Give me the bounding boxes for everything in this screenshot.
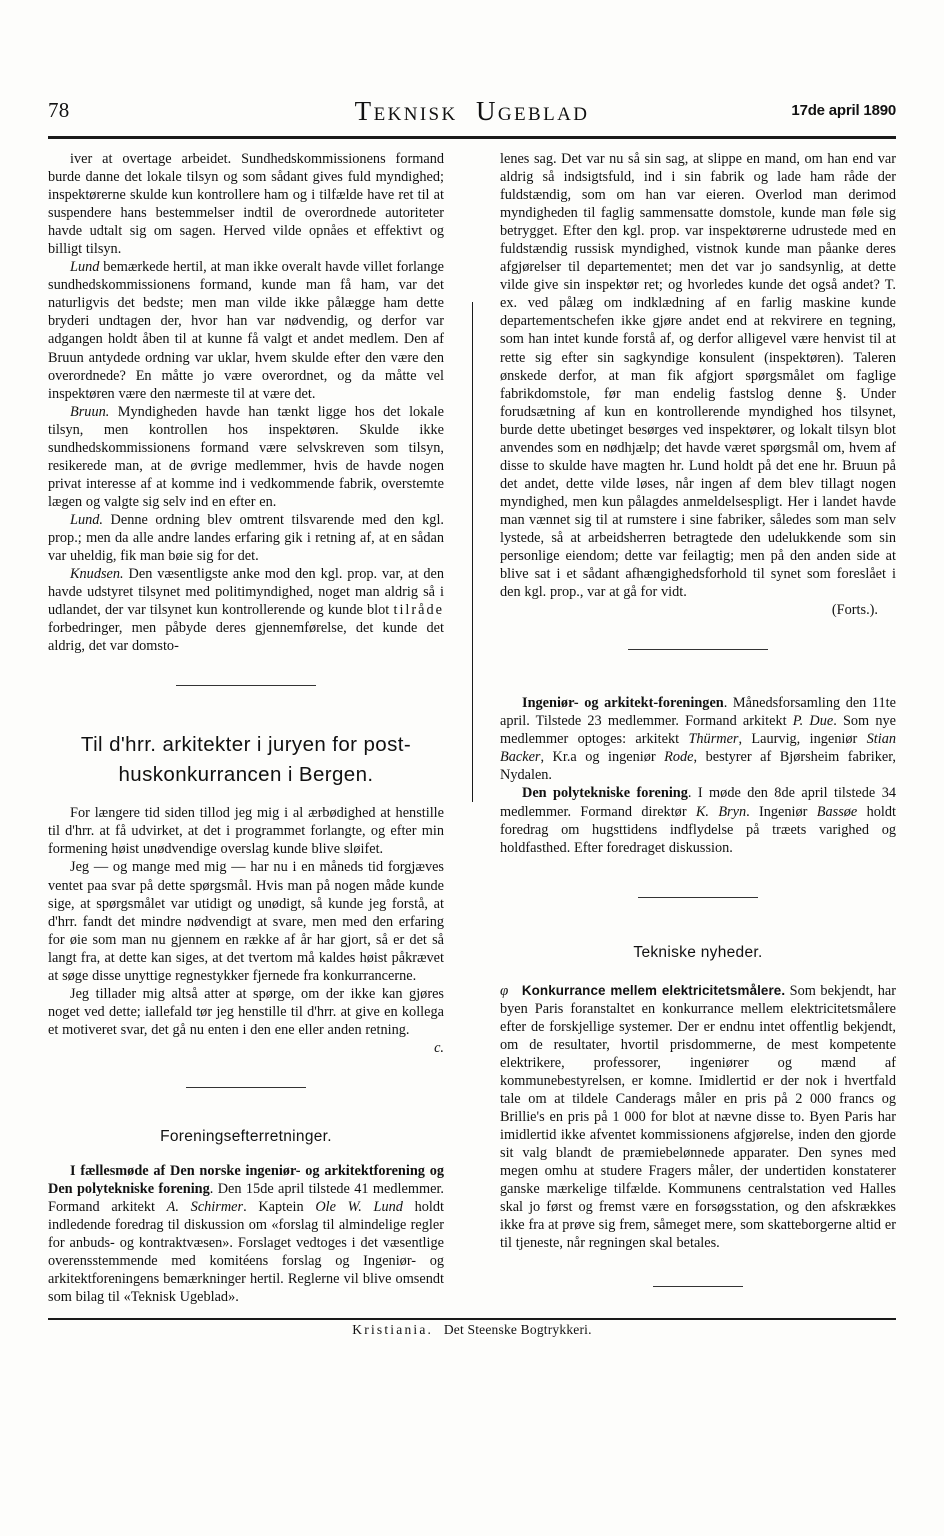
speech-text: bemærkede hertil, at man ikke overalt havde villet forlange sundhedskommissionens formand, kunde man få ham, var det naturligvis det bedste; men man vilde ikke pålægge ham dette bryderi undtagen der, hvor han var nødvendig, og derfor var adgangen holdt åben til at kunne få valgt et andet medlem. Den af Bruun antydede ordning var uklar, hvem skulde efter den være den overordnede? En måtte jo være overordnet, og da måtte vel inspektøren være den nærmeste til at være det. bbox=[48, 259, 444, 402]
association-text: , Kr.a og ingeniør bbox=[540, 749, 665, 766]
section-divider-rule bbox=[638, 897, 758, 898]
phi-marker-icon: φ bbox=[500, 982, 509, 999]
issue-date: 17de april 1890 bbox=[791, 102, 896, 119]
association-lead: Den polytekniske forening bbox=[522, 785, 688, 802]
speaker-punct: . bbox=[105, 403, 110, 420]
journal-title-t: T bbox=[354, 96, 374, 126]
imprint bbox=[48, 1322, 896, 1338]
masthead-rule bbox=[48, 136, 896, 139]
association-person: Thürmer bbox=[688, 731, 739, 748]
association-text: . Kaptein bbox=[243, 1199, 316, 1216]
section-divider-rule bbox=[653, 1286, 743, 1287]
article-paragraph: For længere tid siden tillod jeg mig i al ærbødighed at henstille til d'hrr. at få udvirket, at det i programmet forlangte, og efter min formening høist unødvendige overslag kunde blive sløifet. bbox=[48, 805, 444, 858]
article-title-line1: Til d'hrr. arkitekter i juryen for post- bbox=[80, 733, 412, 757]
section-divider-rule bbox=[176, 685, 316, 686]
journal-title-eknisk: EKNISK bbox=[373, 104, 458, 125]
journal-title-geblad: GEBLAD bbox=[497, 104, 590, 125]
association-entry bbox=[48, 1162, 444, 1306]
speaker-name: Bruun bbox=[70, 403, 106, 420]
association-person: Ole W. Lund bbox=[315, 1199, 403, 1216]
association-text: , Laurvig, ingeniør bbox=[738, 731, 867, 748]
association-lead: Ingeniør- og arkitekt-foreningen bbox=[522, 695, 724, 712]
association-person: Rode bbox=[664, 749, 694, 766]
speaker-punct: . bbox=[120, 566, 124, 583]
association-person: Stian Backer bbox=[500, 731, 896, 766]
article-signature: c. bbox=[434, 1039, 444, 1056]
speech-text: Denne ordning blev omtrent tilsvarende med den kgl. prop.; men da alle andre landes erfaring gik i retning af, at en sådan var uheldig, fik man bøie sig for det. bbox=[48, 511, 444, 565]
imprint-printer: Det Steenske Bogtrykkeri. bbox=[443, 1322, 592, 1337]
association-text: . Månedsforsamling den 11te april. Tilstede 23 medlemmer. Formand arkitekt bbox=[500, 695, 896, 730]
association-person: A. Schirmer bbox=[166, 1199, 244, 1216]
speaker-name: Lund bbox=[70, 259, 100, 276]
section-divider-rule bbox=[186, 1087, 306, 1088]
association-person: P. Due bbox=[792, 713, 834, 730]
journal-title-u: U bbox=[475, 96, 498, 126]
news-item-lead: Konkurrance mellem elektricitetsmålere. bbox=[521, 982, 786, 998]
association-person: Bassøe bbox=[816, 803, 858, 820]
speech-lund-1 bbox=[48, 258, 444, 402]
association-person: K. Bryn bbox=[695, 803, 747, 820]
association-text: holdt indledende foredrag til diskussion om «forslag til almindelige regler for anbuds- og kontraktvæsen». Forslaget vedtoges i det væsentlige overensstemmende med komitéens forslag og Ingeniør- og arkitektforeningens bemærkninger hertil. Reglerne vil blive omsendt som bilag til «Teknisk Ugeblad». bbox=[48, 1199, 444, 1306]
speaker-punct: . bbox=[99, 511, 103, 528]
article-paragraph: Jeg — og mange med mig — har nu i en måneds tid forgjæves ventet paa svar på dette spørgsmål. Hvis man på nogen måde kunde sige, at spørgsmålet var utidigt og unødigt, så kunde jeg forstå, at d'hrr. fandt det mindre nødvendigt at svare, men med den erfaring for øie som man nu gjennem en række af år har gjort, så er det så langt fra, at dette kan siges, at det tvertom må kaldes høist påkrævet at søge disse unyttige regnestykker fjernede fra konkurrancerne. bbox=[48, 859, 444, 984]
speech-text-post: forbedringer, men påbyde deres gjennemførelse, det kunde det aldrig, det var domsto- bbox=[48, 620, 444, 655]
continuation-marker: (Forts.). bbox=[831, 602, 878, 619]
association-text: . Som nye medlemmer optoges: arkitekt bbox=[500, 713, 896, 748]
section-title-associations: Foreningsefterretninger. bbox=[160, 1127, 332, 1145]
association-text: holdt foredrag om hugsttidens indflydelse på træets varighed og holdfasthed. Efter foredraget diskussion. bbox=[500, 803, 896, 856]
journal-title bbox=[48, 96, 896, 127]
speech-text: Myndigheden havde han tænkt ligge hos det lokale tilsyn, men kontrollen hos inspektøren. Skulde ikke sundhedskommissionens formand være selvskreven som tilsyn, resikerede man, at de øvrige medlemmer, hvis de havde nogen privat interesse af at komme ind i vedkommende fabrik, overstemte lægen og valgte sig selv ind en efter en. bbox=[48, 403, 444, 510]
news-item bbox=[500, 982, 896, 1253]
news-item-text: Som bekjendt, har byen Paris foranstaltet en konkurrance mellem elektricitetsmålere efter de forskjellige systemer. Der er endnu intet offentlig bekjendt, om de resultater, hvortil prisdommerne, de mest kompetente elektrikere, professorer, ingeniører og mænd af kommunebestyrelsen, er komne. Imidlertid er der nok i hvertfald tale om at tildele Canderags måler en pris på 2 000 francs og Brillie's en pris på 1 000 for blot at nævne disse to. Byen Paris har imidlertid ikke afventet kommissionens afgjørelse, inden den gjorde sit valg blandt de præmiebelønnede apparater. Den synes med megen omhu at studere Fragers måler, der undertiden konstaterer ganske mærkelige tilfælde. Kommunens centralstation ved Halles skal jo først og fremst være en forsøgsstation, og den afskrækkes ikke fra at prøve sig frem, såmeget mere, som skatteborgerne altid er til tjeneste, når regningen skal betales. bbox=[500, 982, 896, 1252]
association-text: . Ingeniør bbox=[746, 803, 817, 820]
emphasized-word: tilråde bbox=[393, 602, 444, 619]
column-divider-rule bbox=[472, 302, 473, 802]
speech-lund-2 bbox=[48, 511, 444, 565]
article-paragraph: Jeg tillader mig altså atter at spørge, om der ikke kan gjøres noget ved dette; iallefald tør jeg henstille til d'hrr. at give en kollega et motiveret svar, det gå nu enten i den ene eller anden retning. bbox=[48, 985, 444, 1038]
speaker-name: Lund bbox=[70, 511, 100, 528]
section-title-news: Tekniske nyheder. bbox=[633, 943, 763, 961]
association-text: . I møde den 8de april tilstede 34 medlemmer. Formand direktør bbox=[500, 785, 896, 820]
paragraph-continued: iver at overtage arbeidet. Sundhedskommissionens formand burde danne det lokale tilsyn og som sådant gives fuld myndighed; inspektørerne skulde kun kontrollere ham og i tilfælde have ret til at suspendere hans bestemmelser indtil de overordnede autoriteter havde udtalt sig om sagen. Herved vilde opnåes et effektivt og billigt tilsyn. bbox=[48, 151, 444, 258]
speaker-name: Knudsen bbox=[70, 566, 121, 583]
association-text: , bestyrer af Bjørsheim fabriker, Nydalen. bbox=[500, 749, 896, 784]
article-title-line2: huskonkurrancen i Bergen. bbox=[118, 763, 374, 787]
page-number: 78 bbox=[48, 98, 70, 122]
imprint-rule bbox=[48, 1318, 896, 1320]
right-column bbox=[500, 150, 896, 1287]
masthead bbox=[48, 96, 896, 132]
imprint-place: Kristiania. bbox=[352, 1322, 434, 1337]
article-title bbox=[48, 730, 444, 790]
speech-text-pre: Den væsentligste anke mod den kgl. prop. var, at den havde udstyret tilsynet med politimyndighed, noget man aldrig så i udlandet, der var tilsynet kun kontrollerende og kunde blot bbox=[48, 566, 444, 619]
association-entry-polytekniske bbox=[500, 784, 896, 856]
speech-bruun bbox=[48, 403, 444, 511]
speech-knudsen bbox=[48, 565, 444, 655]
association-lead: I fællesmøde af Den norske ingeniør- og arkitektforening og Den polytekniske forening bbox=[48, 1162, 444, 1198]
paragraph-continued: lenes sag. Det var nu så sin sag, at slippe en mand, om han end var aldrig så indsigtsfuld, ind i sin fabrik og lade ham råde der fuldstændig, som om han var eieren. Overlod man derimod myndigheden til faglig sammensatte domstole, kunde man føle sig betrygget. Efter den kgl. prop. var inspektørerne udrustede med en fuldstændig russisk myndighed, vistnok kunde man påanke deres afgjørelser til departementet; men det var jo sandsynlig, at dette vilde give sin inspektør ret; og hvorledes kunde det også andet? T. ex. ved pålæg om indklædning af en farlig maskine kunde departementschefen ikke gjøre andet end at rekvirere en tegning, som han intet kunde forstå af, og derfor alligevel være henvist til at rette sig efter sin sagkyndige konsulent (inspektøren). Taleren ønskede derfor, at man fik afgjort spørgsmålet om faglige fabrikdomstole, før man endelig fastslog denne §. Under forudsætning af kun en kontrollerende myndighed hos tilsynet, burde dette ubetinget besørges ved inspektører, og lokalt tilsyn blot anvendes som en nødhjælp; det havde været spørgsmål om, hvem af disse to skulde have magten hr. Lund holdt på det ene hr. Bruun på det andet, dette vilde løses, når ingen af dem blev tillagt nogen myndighed, men kun pålagdes anmeldelsespligt. Her i landet havde man vænnet sig til at rumstere i sine fabriker, således som man selv lystede, så at arbeidsherren betragtede den udelukkende som sin personlige eiendom; dette var feilagtig; men på den anden side at blive sat i et sådant afhængighedsforhold til synet som foreslået i den kgl. prop., var at gå for vidt. bbox=[500, 151, 896, 601]
section-divider-rule bbox=[628, 649, 768, 650]
left-column bbox=[48, 150, 444, 1306]
association-entry-ingenior bbox=[500, 694, 896, 784]
association-text: . Den 15de april tilstede 41 medlemmer. Formand arkitekt bbox=[48, 1181, 444, 1216]
